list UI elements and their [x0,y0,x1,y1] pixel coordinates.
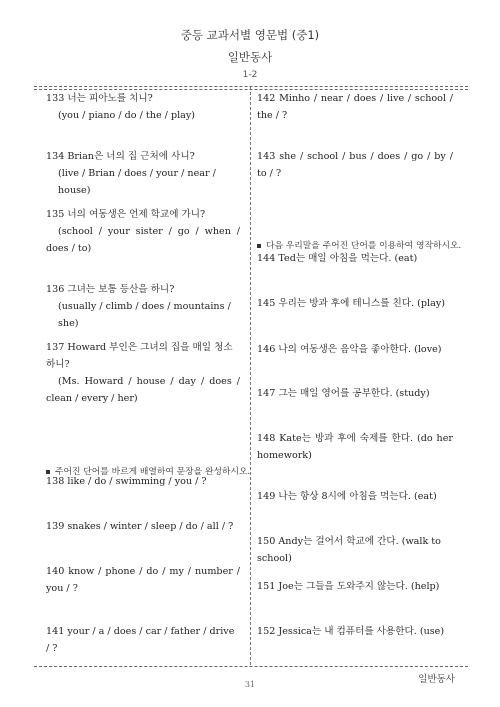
question-text: 우리는 방과 후에 테니스를 친다. (play) [278,298,445,309]
question-148 [257,430,453,464]
top-divider [34,86,468,87]
question-text: Joe는 그들을 도와주지 않는다. (help) [278,581,440,592]
footer-label: 일반동사 [418,674,455,685]
question-words: (usually / climb / does / mountains / she) [58,301,231,329]
question-text: Ted는 매일 아침을 먹는다. (eat) [278,253,418,264]
question-number: 143 [257,151,276,162]
question-number: 149 [257,491,276,502]
page-number: 31 [244,680,256,689]
page-subtitle: 일반동사 [227,50,273,64]
question-words: (live / Brian / does / your / near / house) [58,168,216,196]
question-number: 138 [46,476,65,487]
instruction-text: 주어진 단어를 바르게 배열하여 문장을 완성하시오. [55,467,251,477]
question-number: 150 [257,536,276,547]
question-149 [257,488,453,505]
question-korean: 너는 피아노를 치니? [67,93,153,104]
question-number: 135 [46,209,65,220]
question-words: (you / piano / do / the / play) [58,110,196,121]
question-number: 137 [46,342,65,353]
question-text: snakes / winter / sleep / do / all / ? [67,521,234,532]
bullet-square-icon [257,244,261,248]
question-146 [257,341,453,358]
question-137 [46,339,240,407]
question-150 [257,533,453,567]
question-number: 152 [257,626,276,637]
section-label: 1-2 [242,70,258,80]
question-number: 148 [257,433,276,444]
question-134 [46,148,240,199]
question-text: your / a / does / car / father / drive / ? [46,626,235,654]
question-text: Andy는 걸어서 학교에 간다. (walk to school) [257,536,441,564]
question-number: 147 [257,388,276,399]
question-138 [46,473,240,490]
question-number: 151 [257,581,276,592]
question-136 [46,281,240,332]
question-number: 146 [257,344,276,355]
question-number: 140 [46,566,65,577]
question-147 [257,385,453,402]
column-divider [250,87,251,665]
question-139 [46,518,240,535]
question-142 [257,90,453,124]
question-140 [46,563,240,597]
bottom-divider [34,666,468,667]
question-words: (school / your sister / go / when / does / to) [46,226,240,254]
question-number: 141 [46,626,65,637]
question-text: 그는 매일 영어를 공부한다. (study) [278,388,430,399]
question-text: 나는 항상 8시에 아침을 먹는다. (eat) [278,491,437,502]
question-text: like / do / swimming / you / ? [67,476,207,487]
question-korean: Howard 부인은 그녀의 집을 매일 청소하니? [46,342,233,370]
question-number: 136 [46,284,65,295]
question-words: (Ms. Howard / house / day / does / clean / every / her) [46,376,240,404]
question-korean: 너의 여동생은 언제 학교에 가니? [67,209,206,220]
page-title: 중등 교과서별 영문법 (중1) [180,28,320,42]
question-135 [46,206,240,257]
question-151 [257,578,453,595]
question-number: 144 [257,253,276,264]
question-number: 134 [46,151,65,162]
question-text: Minho / near / does / live / school / the / ? [257,93,453,121]
question-number: 133 [46,93,65,104]
question-133 [46,90,240,124]
question-144 [257,250,453,267]
question-text: 나의 여동생은 음악을 좋아한다. (love) [278,344,442,355]
question-number: 145 [257,298,276,309]
question-152 [257,623,453,640]
question-text: Jessica는 내 컴퓨터를 사용한다. (use) [278,626,445,637]
question-143 [257,148,453,182]
question-korean: Brian은 너의 집 근처에 사니? [67,151,195,162]
question-text: Kate는 방과 후에 숙제를 한다. (do her homework) [257,433,453,461]
question-number: 142 [257,93,276,104]
question-text: she / school / bus / does / go / by / to / ? [257,151,453,179]
question-145 [257,295,453,312]
question-korean: 그녀는 보통 등산을 하니? [67,284,175,295]
question-141 [46,623,240,657]
instruction-text: 다음 우리말을 주어진 단어를 이용하여 영작하시오. [266,241,462,251]
question-text: know / phone / do / my / number / you / ? [46,566,240,594]
question-number: 139 [46,521,65,532]
